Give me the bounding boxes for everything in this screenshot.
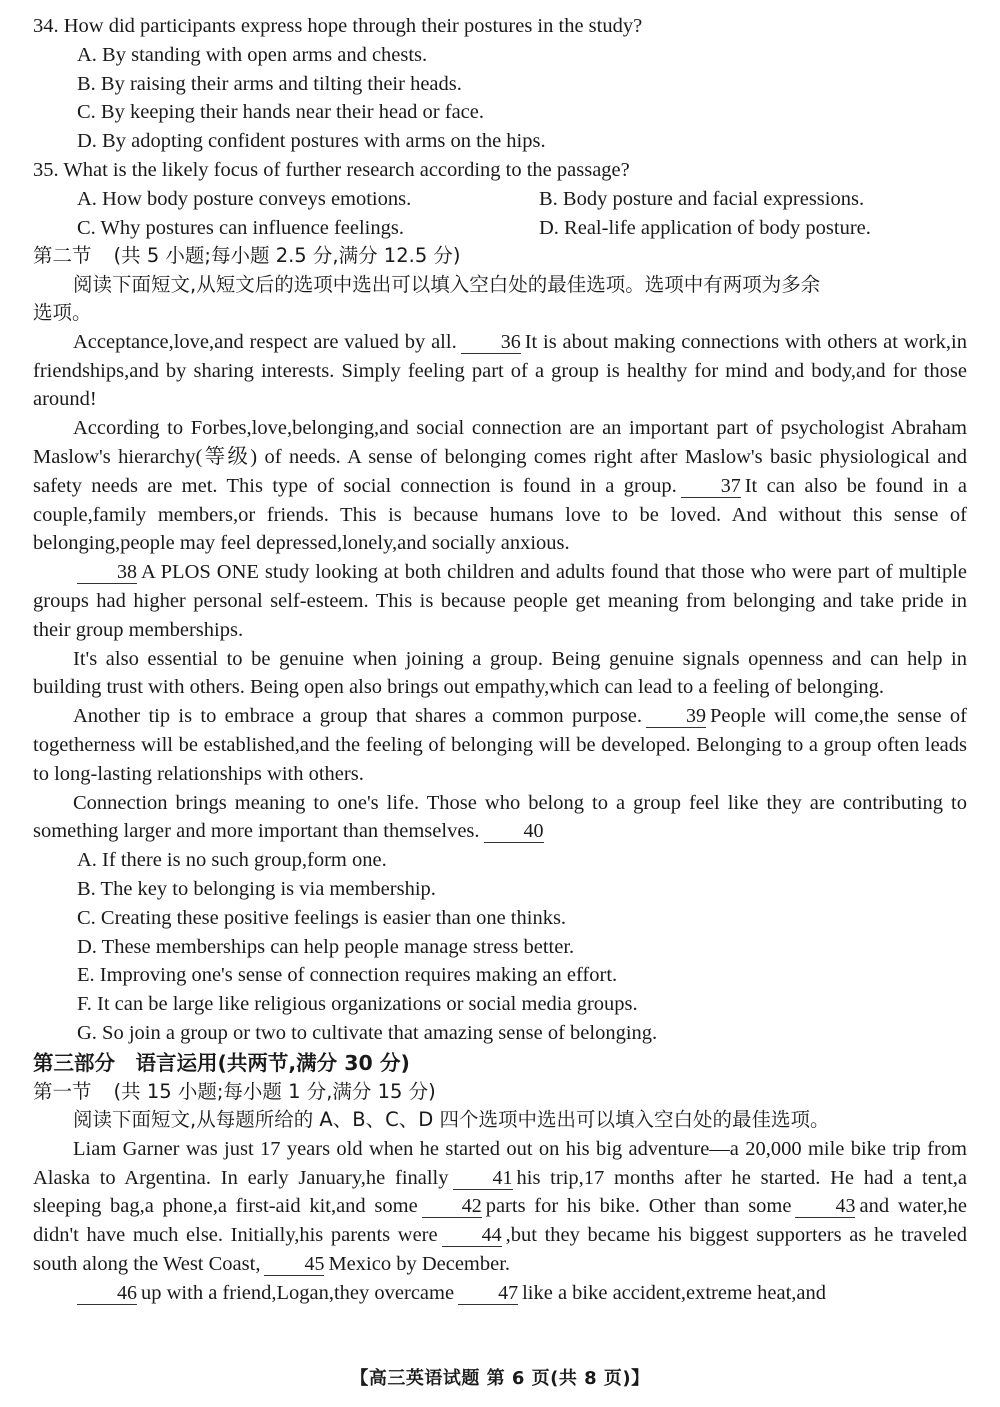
- cloze-choice-e[interactable]: E. Improving one's sense of connection requires making an effort.: [77, 964, 618, 987]
- p2-text-b: It can also be found in a couple,family members,or friends. This is because humans love to be loved. And without this sense of belonging,people may feel depressed,lonely,and socially anxious.: [33, 474, 967, 555]
- question-35-text: What is the likely focus of further research according to the passage?: [63, 158, 630, 181]
- section-two-instruction-1: 阅读下面短文,从短文后的选项中选出可以填入空白处的最佳选项。选项中有两项为多余: [73, 272, 821, 296]
- question-34-text: How did participants express hope through their postures in the study?: [63, 15, 643, 37]
- section-two-instruction-2: 选项。: [33, 301, 92, 325]
- cloze-passage-paragraph-2: [33, 1279, 967, 1308]
- p6-text-a: Connection brings meaning to one's life. Those who belong to a group feel like they are contributing to something larger and more important than themselves.: [33, 791, 967, 843]
- question-34-option-b[interactable]: B. By raising their arms and tilting their heads.: [77, 72, 462, 95]
- question-35-stem: [33, 156, 967, 185]
- cloze-seg-8: like a bike accident,extreme heat,and: [522, 1281, 827, 1304]
- blank-47[interactable]: 47: [458, 1283, 518, 1305]
- section-two-heading-line: [33, 242, 967, 271]
- blank-45[interactable]: 45: [264, 1254, 324, 1276]
- part-three-section-one-line: [33, 1078, 967, 1107]
- question-35-option-b[interactable]: B. Body posture and facial expressions.: [539, 187, 865, 210]
- cloze-seg-2: his trip,17 months after he started. He had a tent,a sleeping bag,a phone,a first-aid kit,and some: [33, 1166, 967, 1218]
- blank-36[interactable]: 36: [461, 332, 521, 354]
- cloze-choice-a[interactable]: A. If there is no such group,form one.: [77, 849, 387, 872]
- question-35-option-d[interactable]: D. Real-life application of body posture.: [539, 216, 871, 239]
- section-two-heading: 第二节: [33, 244, 92, 268]
- question-34-stem: [33, 12, 967, 41]
- cloze-choice-d[interactable]: D. These memberships can help people manage stress better.: [77, 935, 575, 958]
- blank-42[interactable]: 42: [422, 1196, 482, 1218]
- blank-46[interactable]: 46: [77, 1283, 137, 1305]
- cloze-seg-3: parts for his bike. Other than some: [485, 1195, 792, 1218]
- cloze-seg-7: up with a friend,Logan,they overcame: [141, 1281, 455, 1304]
- blank-43[interactable]: 43: [795, 1196, 855, 1218]
- passage-paragraph-6: [33, 789, 967, 847]
- p1-text-b: It is about making connections with others at work,in friendships,and by sharing interests. Simply feeling part of a group is healthy for mind and body,and for those around!: [33, 330, 967, 411]
- page-content: [33, 12, 967, 1308]
- cloze-seg-5: ,but they became his biggest supporters as he traveled south along the West Coast,: [33, 1224, 967, 1275]
- passage-paragraph-4: It's also essential to be genuine when joining a group. Being genuine signals openness and can help in building trust with others. Being open also brings out empathy,which can lead to a feeling of belonging.: [33, 647, 967, 699]
- blank-37[interactable]: 37: [681, 476, 741, 498]
- cloze-choice-b[interactable]: B. The key to belonging is via membership.: [77, 878, 436, 901]
- question-34-option-d[interactable]: D. By adopting confident postures with arms on the hips.: [77, 130, 546, 153]
- p3-text: A PLOS ONE study looking at both children and adults found that those who were part of multiple groups had higher personal self-esteem. This is because people get meaning from belonging and take pride in their group memberships.: [33, 561, 967, 641]
- passage-paragraph-2: [33, 414, 967, 558]
- cloze-seg-1: Liam Garner was just 17 years old when he started out on his big adventure—a 20,000 mile bike trip from Alaska to Argentina. In early January,he finally: [33, 1137, 967, 1189]
- part-three-instruction: 阅读下面短文,从每题所给的 A、B、C、D 四个选项中选出可以填入空白处的最佳选项。: [73, 1108, 830, 1132]
- p2-text-a: According to Forbes,love,belonging,and social connection are an important part of psychologist Abraham Maslow's hierarchy(等级) of needs. A sense of belonging comes right after Maslow's basic physiological and safety needs are met. This type of social connection is found in a group.: [33, 417, 967, 497]
- cloze-seg-6: Mexico by December.: [328, 1252, 511, 1275]
- cloze-seg-4: and water,he didn't have much else. Initially,his parents were: [33, 1195, 968, 1247]
- question-35-option-a[interactable]: A. How body posture conveys emotions.: [77, 187, 412, 210]
- section-two-score: (共 5 小题;每小题 2.5 分,满分 12.5 分): [113, 244, 461, 268]
- p5-text-b: People will come,the sense of togetherness will be established,and the feeling of belonging will be developed. Belonging to a group often leads to long-lasting relationships with others.: [33, 705, 967, 785]
- cloze-choice-g[interactable]: G. So join a group or two to cultivate that amazing sense of belonging.: [77, 1022, 658, 1044]
- blank-44[interactable]: 44: [442, 1225, 502, 1247]
- question-35-options-row-1: [33, 185, 967, 214]
- blank-40[interactable]: 40: [484, 821, 544, 843]
- passage-paragraph-5: [33, 702, 967, 788]
- p5-text-a: Another tip is to embrace a group that shares a common purpose.: [73, 705, 643, 728]
- blank-39[interactable]: 39: [646, 706, 706, 728]
- part-three-heading: 第三部分 语言运用(共两节,满分 30 分): [33, 1050, 410, 1075]
- question-34-option-a[interactable]: A. By standing with open arms and chests.: [77, 43, 428, 66]
- question-34-number: 34.: [33, 15, 59, 37]
- question-35-option-c[interactable]: C. Why postures can influence feelings.: [77, 216, 404, 239]
- part-three-section-one-score: (共 15 小题;每小题 1 分,满分 15 分): [113, 1079, 436, 1103]
- passage-paragraph-1: [33, 328, 967, 414]
- question-35-options-row-2: [33, 214, 967, 243]
- p1-text-a: Acceptance,love,and respect are valued by all.: [73, 330, 457, 353]
- question-35-number: 35.: [33, 158, 59, 181]
- blank-41[interactable]: 41: [453, 1168, 513, 1190]
- part-three-section-one-heading: 第一节: [33, 1079, 92, 1103]
- question-34-option-c[interactable]: C. By keeping their hands near their head or face.: [77, 101, 484, 124]
- blank-38[interactable]: 38: [77, 562, 137, 584]
- cloze-choice-c[interactable]: C. Creating these positive feelings is easier than one thinks.: [77, 906, 567, 929]
- page-footer: 【高三英语试题 第 6 页(共 8 页)】: [350, 1368, 650, 1389]
- cloze-passage-paragraph-1: [33, 1135, 967, 1279]
- passage-paragraph-3: [33, 558, 967, 644]
- cloze-choice-f[interactable]: F. It can be large like religious organizations or social media groups.: [77, 993, 638, 1016]
